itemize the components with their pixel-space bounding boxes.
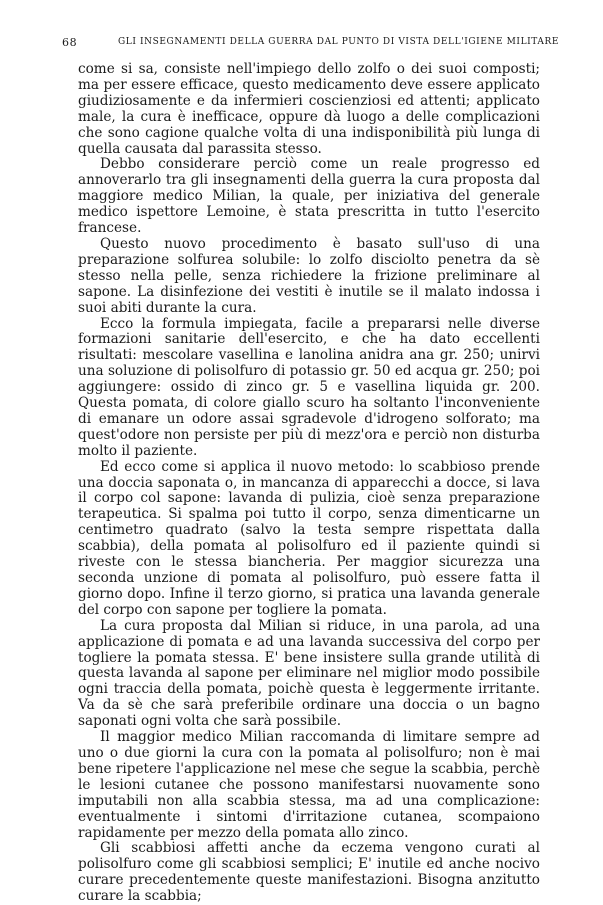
paragraph: Debbo considerare perciò come un reale progresso ed annoverarlo tra gli insegnamenti della guerra la cura proposta dal maggiore medico Milian, la quale, per iniziativa del generale medico ispettore Lemoine, è stata prescritta in tutto l'esercito francese.: [78, 156, 540, 237]
running-title: GLI INSEGNAMENTI DELLA GUERRA DAL PUNTO DI VISTA DELL'IGIENE MILITARE: [118, 37, 560, 47]
running-header: [62, 36, 560, 50]
paragraph: Gli scabbiosi affetti anche da eczema vengono curati al polisolfuro come gli scabbiosi semplici; E' inutile ed anche nocivo curare precedentemente queste manifestazioni. Bisogna anzitutto curare la scabbia;: [78, 840, 540, 905]
paragraph: Il maggior medico Milian raccomanda di limitare sempre ad uno o due giorni la cura con la pomata al polisolfuro; non è mai bene ripetere l'applicazione nel mese che segue la scabbia, perchè le lesioni cutanee che possono manifestarsi nuovamente sono imputabili non alla scabbia stessa, ma ad una complicazione: eventualmente i sintomi d'irritazione cutanea, scompaiono rapidamente per mezzo della pomata allo zinco.: [78, 729, 540, 841]
paragraph-continuation: come si sa, consiste nell'impiego dello zolfo o dei suoi composti; ma per essere efficace, questo medicamento deve essere applicato giudiziosamente e da infermieri coscienziosi ed attenti; applicato male, la cura è inefficace, oppure dà luogo a delle complicazioni che sono cagione qualche volta di una indisponibilità più lunga di quella causata dal parassita stesso.: [78, 61, 540, 157]
paragraph: Ecco la formula impiegata, facile a prepararsi nelle diverse formazioni sanitarie dell'esercito, e che ha dato eccellenti risultati: mescolare vasellina e lanolina anidra ana gr. 250; unirvi una soluzione di polisolfuro di potassio gr. 50 ed acqua gr. 250; poi aggiungere: ossido di zinco gr. 5 e vasellina liquida gr. 200. Questa pomata, di colore giallo scuro ha soltanto l'inconveniente di emanare un odore assai sgradevole d'idrogeno solforato; ma quest'odore non persiste per più di mezz'ora e perciò non disturba molto il paziente.: [78, 315, 540, 459]
paragraph: La cura proposta dal Milian si riduce, in una parola, ad una applicazione di pomata e ad una lavanda successiva del corpo per togliere la pomata stessa. E' bene insistere sulla grande utilità di questa lavanda al sapone per eliminare nel miglior modo possibile ogni traccia della pomata, poichè questa è leggermente irritante. Va da sè che sarà preferibile ordinare una doccia o un bagno saponati ogni volta che sarà possibile.: [78, 617, 540, 730]
paragraph: Ed ecco come si applica il nuovo metodo: lo scabbioso prende una doccia saponata o, in mancanza di apparecchi a docce, si lava il corpo col sapone: lavanda di pulizia, cioè senza preparazione terapeutica. Si spalma poi tutto il corpo, senza dimenticarne un centimetro quadrato (salvo la testa sempre rispettata dalla scabbia), della pomata al polisolfuro ed il paziente quindi si riveste con le stessa biancheria. Per maggior sicurezza una seconda unzione di pomata al polisolfuro, può essere fatta il giorno dopo. Infine il terzo giorno, si pratica una lavanda generale del corpo con sapone per togliere la pomata.: [78, 458, 540, 618]
page-number: 68: [62, 36, 78, 49]
body-text: [78, 62, 540, 905]
paragraph: Questo nuovo procedimento è basato sull'uso di una preparazione solfurea solubile: lo zolfo disciolto penetra da sè stesso nella pelle, senza richiedere la frizione preliminare al sapone. La disinfezione dei vestiti è inutile se il malato indossa i suoi abiti durante la cura.: [78, 235, 540, 316]
